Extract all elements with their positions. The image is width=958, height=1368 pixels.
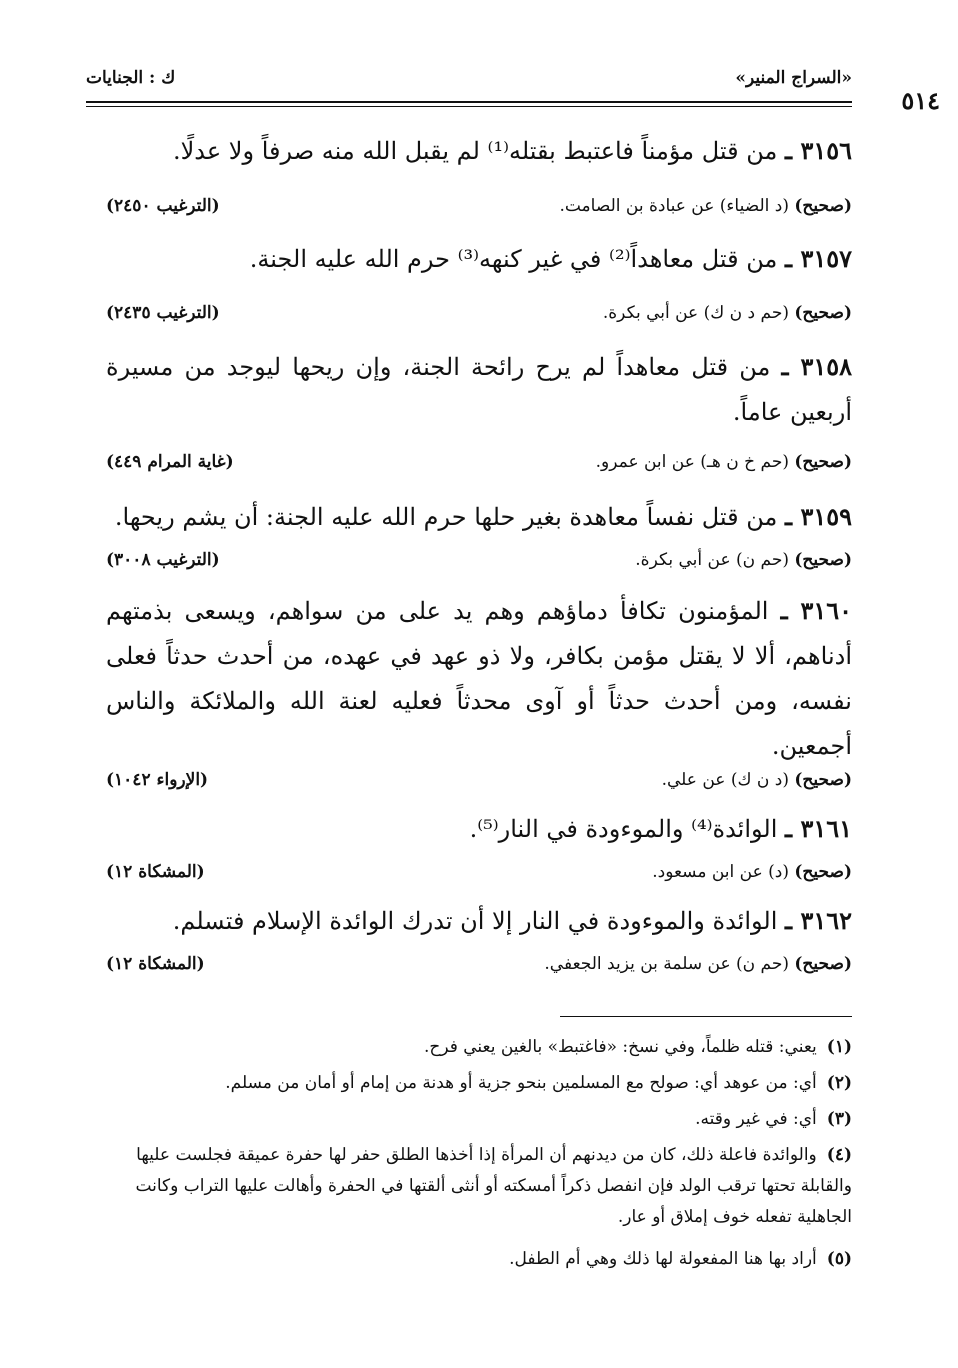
footnote-text: يعني: قتله ظلماً، وفي نسخ: «فاغتبط» بالغين يعني فرح.: [423, 1037, 817, 1057]
hadith-text: [106, 806, 852, 852]
hadith-narrator: (د الضياء) عن عبادة بن الصامت.: [559, 196, 789, 216]
footnote: [86, 1244, 852, 1275]
hadith-grade: (صحيح): [794, 770, 852, 790]
hadith-body: الوائدة⁽⁴⁾ والموءودة في النار⁽⁵⁾.: [469, 815, 778, 843]
hadith-number: ٣١٦١ ـ: [785, 814, 852, 843]
hadith-narrator: (حم ن) عن أبي بكرة.: [635, 550, 789, 570]
footnote-number: (٤): [826, 1145, 852, 1165]
hadith-body: المؤمنون تكافأ دماؤهم وهم يد على من سواهم، ويسعى بذمتهم أدناهم، ألا لا يقتل مؤمن بكافر، ولا ذو عهد في عهده، من أحدث حدثاً فعلى نفسه، ومن أحدث حدثاً أو آوى محدثاً فعليه لعنة الله والملائكة والناس أجمعين.: [106, 597, 852, 760]
footnote-number: (٣): [826, 1109, 852, 1129]
header-rule: [86, 101, 852, 103]
hadith-grade: (صحيح): [794, 954, 852, 974]
hadith-body: من قتل مؤمناً فاعتبط بقتله⁽¹⁾ لم يقبل الله منه صرفاً ولا عدلًا.: [172, 137, 778, 165]
hadith-source: [106, 550, 852, 578]
hadith-number: ٣١٥٦ ـ: [785, 136, 852, 165]
chapter-title: ك : الجنايات: [86, 68, 176, 88]
header-rule-thin: [86, 106, 852, 107]
hadith-source: [106, 954, 852, 982]
footnote-number: (١): [826, 1037, 852, 1057]
hadith-text: [106, 588, 852, 769]
hadith-reference: (المشكاة ١٢): [106, 862, 205, 882]
footnote: [86, 1032, 852, 1063]
hadith-text: [106, 128, 852, 174]
hadith-number: ٣١٥٩ ـ: [785, 502, 852, 531]
hadith-grade: (صحيح): [794, 303, 852, 323]
hadith-text: [106, 344, 852, 435]
hadith-reference: (الإرواء ١٠٤٢): [106, 770, 209, 790]
hadith-source: [106, 452, 852, 480]
hadith-narrator: (حم ن) عن سلمة بن يزيد الجعفي.: [544, 954, 789, 974]
hadith-number: ٣١٥٨ ـ: [781, 352, 852, 381]
footnote: [86, 1068, 852, 1099]
hadith-reference: (الترغيب ٢٤٣٥): [106, 303, 220, 323]
hadith-narrator: (د ن ك) عن علي.: [661, 770, 789, 790]
hadith-text: [106, 494, 852, 540]
hadith-grade: (صحيح): [794, 550, 852, 570]
hadith-narrator: (حم د ن ك) عن أبي بكرة.: [602, 303, 789, 323]
hadith-reference: (الترغيب ٣٠٠٨): [106, 550, 220, 570]
hadith-source: [106, 303, 852, 331]
footnote-text: أي: في غير وقته.: [695, 1109, 817, 1129]
hadith-grade: (صحيح): [794, 452, 852, 472]
footnote-rule: [560, 1016, 852, 1017]
hadith-grade: (صحيح): [794, 196, 852, 216]
hadith-narrator: (د) عن ابن مسعود.: [652, 862, 789, 882]
hadith-text: [106, 898, 852, 944]
book-title: «السراج المنير»: [735, 68, 852, 88]
hadith-number: ٣١٦٠ ـ: [780, 596, 852, 625]
hadith-text: [106, 236, 852, 282]
hadith-source: [106, 862, 852, 890]
hadith-number: ٣١٥٧ ـ: [785, 244, 852, 273]
hadith-reference: (المشكاة ١٢): [106, 954, 205, 974]
footnote: [86, 1140, 852, 1233]
footnote-number: (٢): [826, 1073, 852, 1093]
running-header: [86, 68, 852, 98]
footnote-text: والوائدة فاعلة ذلك، كان من ديدنهم أن المرأة إذا أخذها الطلق حفر لها حفرة عميقة فجلست عليها والقابلة تحتها ترقب الولد فإن انفصل ذكراً أمسكته أو أنثى ألقتها في الحفرة وأهالت عليها التراب وكانت الجاهلية تفعله خوف إملاق أو عار.: [135, 1145, 852, 1227]
footnote-text: أي: من عوهد أي: صولح مع المسلمين بنحو جزية أو هدنة من إمام أو أمان من مسلم.: [225, 1073, 817, 1093]
hadith-body: الوائدة والموءودة في النار إلا أن تدرك الوائدة الإسلام فتسلم.: [172, 907, 778, 935]
page-number: ٥١٤: [901, 86, 940, 115]
hadith-body: من قتل نفساً معاهدة بغير حلها حرم الله عليه الجنة: أن يشم ريحها.: [114, 503, 778, 531]
hadith-number: ٣١٦٢ ـ: [785, 906, 852, 935]
hadith-body: من قتل معاهداً لم يرح رائحة الجنة، وإن ريحها ليوجد من مسيرة أربعين عاماً.: [106, 353, 852, 426]
hadith-source: [106, 770, 852, 798]
hadith-narrator: (حم خ ن هـ) عن ابن عمرو.: [595, 452, 789, 472]
hadith-grade: (صحيح): [794, 862, 852, 882]
hadith-reference: (غاية المرام ٤٤٩): [106, 452, 234, 472]
footnote: [86, 1104, 852, 1135]
hadith-source: [106, 196, 852, 224]
footnote-text: أراد بها هنا المفعولة لها ذلك وهي أم الطفل.: [509, 1249, 817, 1269]
hadith-reference: (الترغيب ٢٤٥٠): [106, 196, 220, 216]
footnote-number: (٥): [826, 1249, 852, 1269]
hadith-body: من قتل معاهداً⁽²⁾ في غير كنهه⁽³⁾ حرم الله عليه الجنة.: [249, 245, 778, 273]
